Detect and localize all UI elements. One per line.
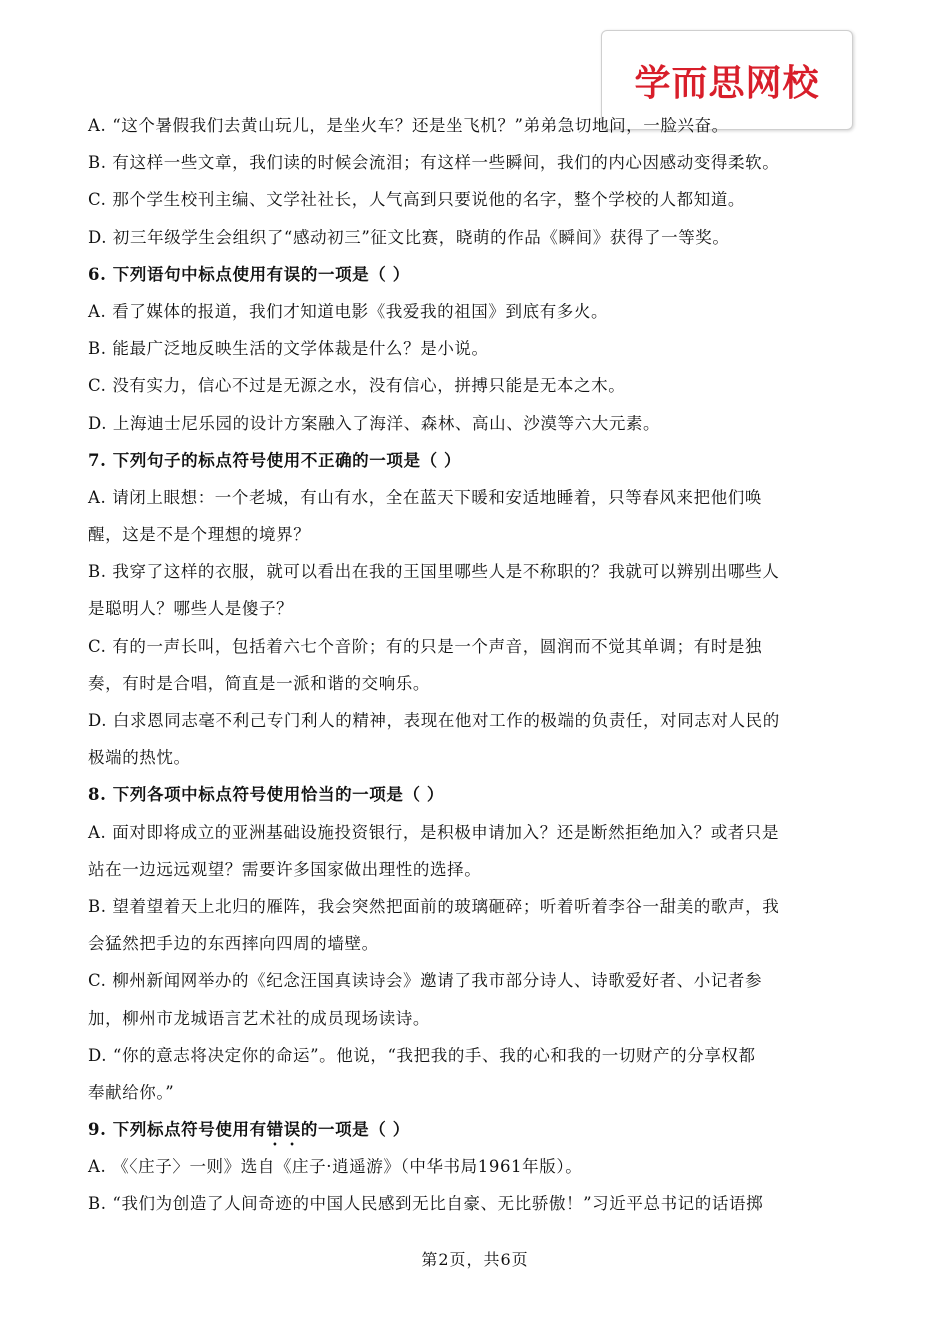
option-line: 是聪明人？哪些人是傻子？ — [88, 599, 294, 619]
option-line: 加，柳州市龙城语言艺术社的成员现场读诗。 — [88, 1008, 430, 1028]
option-line: D. “你的意志将决定你的命运”。他说，“我把我的手、我的心和我的一切财产的分享权都 — [88, 1045, 756, 1065]
option-line: A. 看了媒体的报道，我们才知道电影《我爱我的祖国》到底有多火。 — [88, 301, 609, 321]
logo-text: 学而思网校 — [634, 62, 820, 104]
question-6: 6. 下列语句中标点使用有误的一项是（ ） — [88, 264, 410, 284]
option-line: A. 请闭上眼想：一个老城，有山有水，全在蓝天下暖和安适地睡着，只等春风来把他们唤 — [88, 487, 763, 507]
option-line: A. 面对即将成立的亚洲基础设施投资银行，是积极申请加入？还是断然拒绝加入？或者只是 — [88, 822, 780, 842]
option-line: B. 望着望着天上北归的雁阵，我会突然把面前的玻璃砸碎；听着听着李谷一甜美的歌声，我 — [88, 896, 780, 916]
option-line: 醒，这是不是个理想的境界？ — [88, 525, 311, 545]
question-9-text-end: 的一项是（ ） — [300, 1120, 410, 1140]
option-line: A. 《〈庄子〉一则》选自《庄子·逍遥游》（中华书局1961年版）。 — [88, 1157, 583, 1177]
option-line: 极端的热忱。 — [88, 748, 191, 768]
option-line: 奏，有时是合唱，简直是一派和谐的交响乐。 — [88, 673, 430, 693]
option-line: B. 有这样一些文章，我们读的时候会流泪；有这样一些瞬间，我们的内心因感动变得柔软。 — [88, 153, 780, 173]
option-line: C. 那个学生校刊主编、文学社社长，人气高到只要说他的名字，整个学校的人都知道。 — [88, 190, 746, 210]
question-9 — [88, 1111, 868, 1148]
option-line: B. 能最广泛地反映生活的文学体裁是什么？是小说。 — [88, 339, 489, 359]
option-line: B. “我们为创造了人间奇迹的中国人民感到无比自豪、无比骄傲！”习近平总书记的话语掷 — [88, 1194, 764, 1214]
option-line: 会猛然把手边的东西摔向四周的墙壁。 — [88, 934, 379, 954]
option-line: B. 我穿了这样的衣服，就可以看出在我的王国里哪些人是不称职的？我就可以辨别出哪些人 — [88, 562, 780, 582]
option-line: A. “这个暑假我们去黄山玩儿，是坐火车？还是坐飞机？”弟弟急切地问，一脸兴奋。 — [88, 116, 729, 135]
option-line: D. 上海迪士尼乐园的设计方案融入了海洋、森林、高山、沙漠等六大元素。 — [88, 413, 661, 433]
option-line: D. 白求恩同志毫不利己专门利人的精神，表现在他对工作的极端的负责任，对同志对人民的 — [88, 711, 780, 730]
page-footer: 第2页，共6页 — [421, 1250, 529, 1269]
option-line: 站在一边远远观望？需要许多国家做出理性的选择。 — [88, 859, 482, 879]
document-page — [88, 107, 868, 1223]
question-8: 8. 下列各项中标点符号使用恰当的一项是（ ） — [88, 785, 445, 805]
option-line: C. 柳州新闻网举办的《纪念汪国真读诗会》邀请了我市部分诗人、诗歌爱好者、小记者参 — [88, 971, 763, 991]
question-7: 7. 下列句子的标点符号使用不正确的一项是（ ） — [88, 450, 462, 470]
option-line: 奉献给你。” — [88, 1082, 175, 1102]
option-line: D. 初三年级学生会组织了“感动初三”征文比赛，晓萌的作品《瞬间》获得了一等奖。 — [88, 227, 730, 247]
option-line: C. 有的一声长叫，包括着六七个音阶；有的只是一个声音，圆润而不觉其单调；有时是独 — [88, 636, 763, 656]
question-9-text: 9. 下列标点符号使用有 — [88, 1120, 267, 1140]
option-line: C. 没有实力，信心不过是无源之水，没有信心，拼搏只能是无本之木。 — [88, 376, 626, 396]
question-9-emphasis: 错误 — [266, 1120, 301, 1140]
